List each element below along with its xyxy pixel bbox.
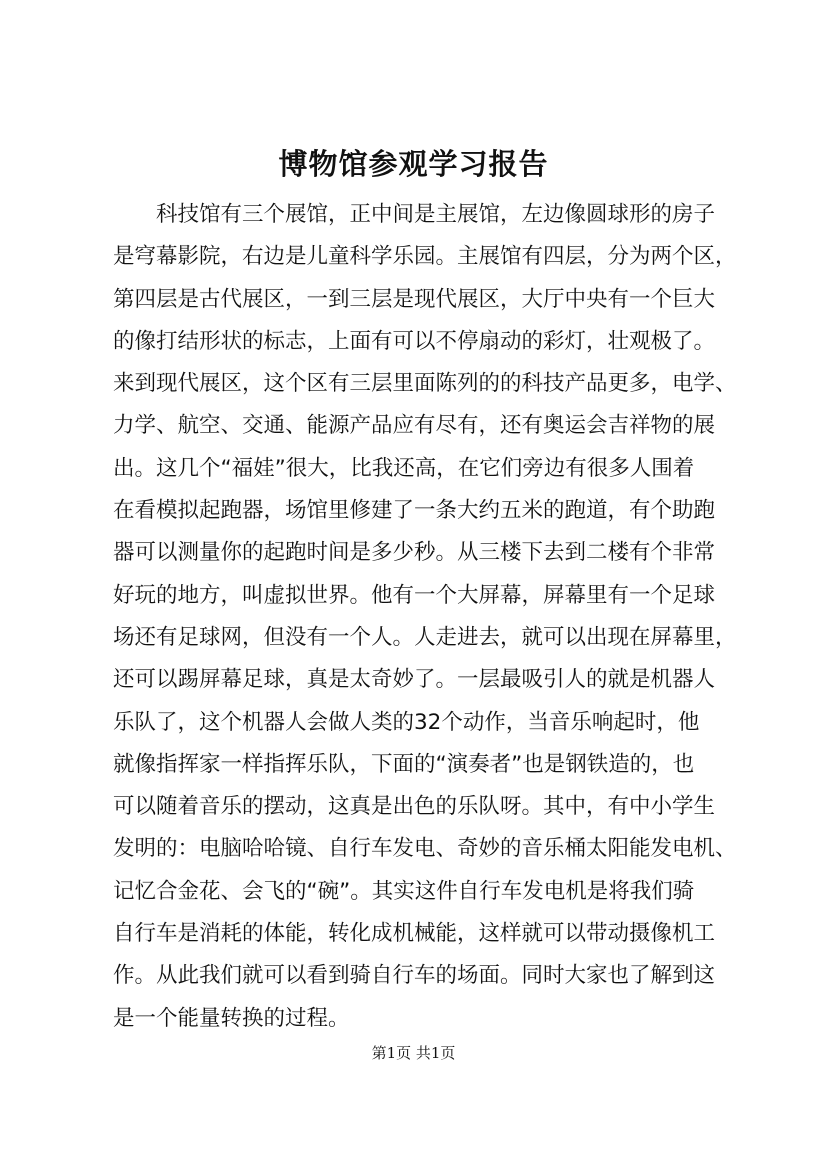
text-line: 力学、航空、交通、能源产品应有尽有，还有奥运会吉祥物的展 <box>113 413 716 439</box>
text-line: 还可以踢屏幕足球，真是太奇妙了。一层最吸引人的就是机器人 <box>113 667 716 693</box>
text-line: 作。从此我们就可以看到骑自行车的场面。同时大家也了解到这 <box>113 963 716 989</box>
text-line: 好玩的地方，叫虚拟世界。他有一个大屏幕，屏幕里有一个足球 <box>113 582 716 608</box>
page-title: 博物馆参观学习报告 <box>278 147 549 181</box>
text-line: 是穹幕影院，右边是儿童科学乐园。主展馆有四层，分为两个区， <box>113 244 737 270</box>
text-line: 是一个能量转换的过程。 <box>113 1005 350 1031</box>
text-line: 出。这几个“福娃”很大，比我还高，在它们旁边有很多人围着 <box>113 455 695 481</box>
text-line: 场还有足球网，但没有一个人。人走进去，就可以出现在屏幕里， <box>113 624 737 650</box>
document-body <box>113 194 737 1040</box>
text-line: 来到现代展区，这个区有三层里面陈列的的科技产品更多，电学、 <box>113 371 737 397</box>
text-line: 在看模拟起跑器，场馆里修建了一条大约五米的跑道，有个助跑 <box>113 498 716 524</box>
text-line: 器可以测量你的起跑时间是多少秒。从三楼下去到二楼有个非常 <box>113 540 716 566</box>
text-line: 记忆合金花、会飞的“碗”。其实这件自行车发电机是将我们骑 <box>113 878 695 904</box>
text-line: 第四层是古代展区，一到三层是现代展区，大厅中央有一个巨大 <box>113 286 716 312</box>
text-line: 自行车是消耗的体能，转化成机械能，这样就可以带动摄像机工 <box>113 921 716 947</box>
page-number: 第1页 共1页 <box>371 1044 456 1062</box>
text-line: 乐队了，这个机器人会做人类的32个动作，当音乐响起时，他 <box>113 709 700 735</box>
text-line: 的像打结形状的标志，上面有可以不停扇动的彩灯，壮观极了。 <box>113 328 716 354</box>
text-line: 发明的：电脑哈哈镜、自行车发电、奇妙的音乐桶太阳能发电机、 <box>113 836 737 862</box>
text-line: 就像指挥家一样指挥乐队，下面的“演奏者”也是钢铁造的，也 <box>113 751 695 777</box>
text-line: 可以随着音乐的摆动，这真是出色的乐队呀。其中，有中小学生 <box>113 794 716 820</box>
text-line: 科技馆有三个展馆，正中间是主展馆，左边像圆球形的房子 <box>156 202 716 227</box>
